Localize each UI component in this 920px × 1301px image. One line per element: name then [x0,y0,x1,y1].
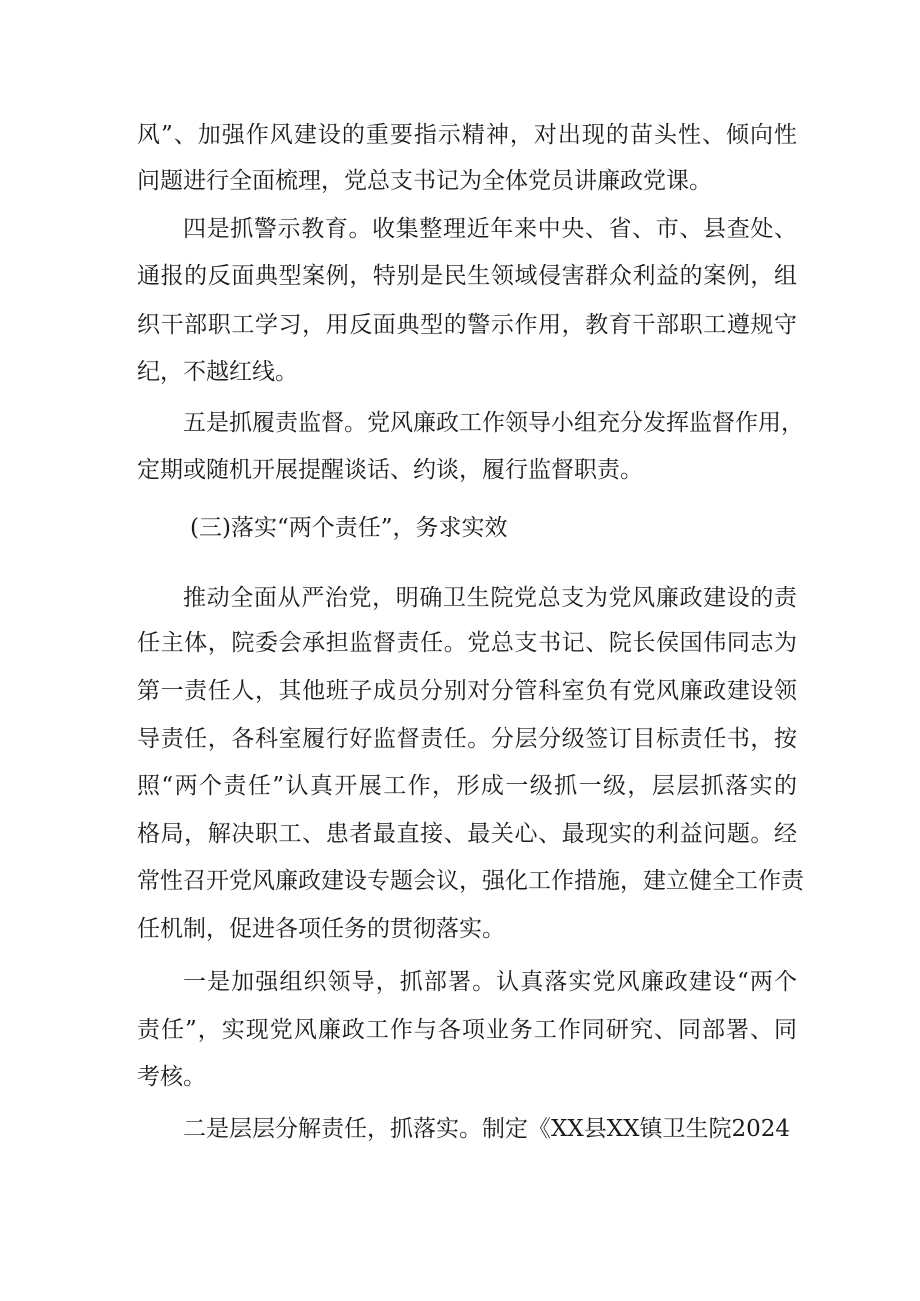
paragraph-line: 任机制，促进各项任务的贯彻落实。 [137,916,505,942]
paragraph-line: 二是层层分解责任，抓落实。制定《XX县XX镇卫生院2024 [183,1116,791,1142]
paragraph-line: 一是加强组织领导，抓部署。认真落实党风廉政建设“两个 [183,969,797,995]
paragraph-line: 任主体，院委会承担监督责任。党总支书记、院长侯国伟同志为 [137,630,797,656]
paragraph-line: 第一责任人，其他班子成员分别对分管科室负有党风廉政建设领 [137,678,797,704]
paragraph-line: 导责任，各科室履行好监督责任。分层分级签订目标责任书，按 [137,726,797,752]
paragraph-line: 常性召开党风廉政建设专题会议，强化工作措施，建立健全工作责 [137,868,804,894]
paragraph-line: 照“两个责任”认真开展工作，形成一级抓一级，层层抓落实的 [137,773,797,799]
paragraph-line: 考核。 [137,1064,206,1090]
paragraph-line: 推动全面从严治党，明确卫生院党总支为党风廉政建设的责 [183,585,797,611]
paragraph-line: 通报的反面典型案例，特别是民生领域侵害群众利益的案例，组 [137,263,797,289]
paragraph-line: 定期或随机开展提醒谈话、约谈，履行监督职责。 [137,457,643,483]
paragraph-line: 四是抓警示教育。收集整理近年来中央、省、市、县查处、 [183,216,797,242]
section-heading: (三)落实“两个责任”，务求实效 [190,515,508,541]
paragraph-line: 织干部职工学习，用反面典型的警示作用，教育干部职工遵规守 [137,312,797,338]
paragraph-line: 责任”，实现党风廉政工作与各项业务工作同研究、同部署、同 [137,1017,797,1043]
paragraph-line: 风”、加强作风建设的重要指示精神，对出现的苗头性、倾向性 [137,122,797,148]
paragraph-line: 五是抓履责监督。党风廉政工作领导小组充分发挥监督作用， [183,410,804,436]
paragraph-line: 格局，解决职工、患者最直接、最关心、最现实的利益问题。经 [137,821,797,847]
paragraph-line: 问题进行全面梳理，党总支书记为全体党员讲廉政党课。 [137,168,712,194]
paragraph-line: 纪，不越红线。 [137,359,298,385]
